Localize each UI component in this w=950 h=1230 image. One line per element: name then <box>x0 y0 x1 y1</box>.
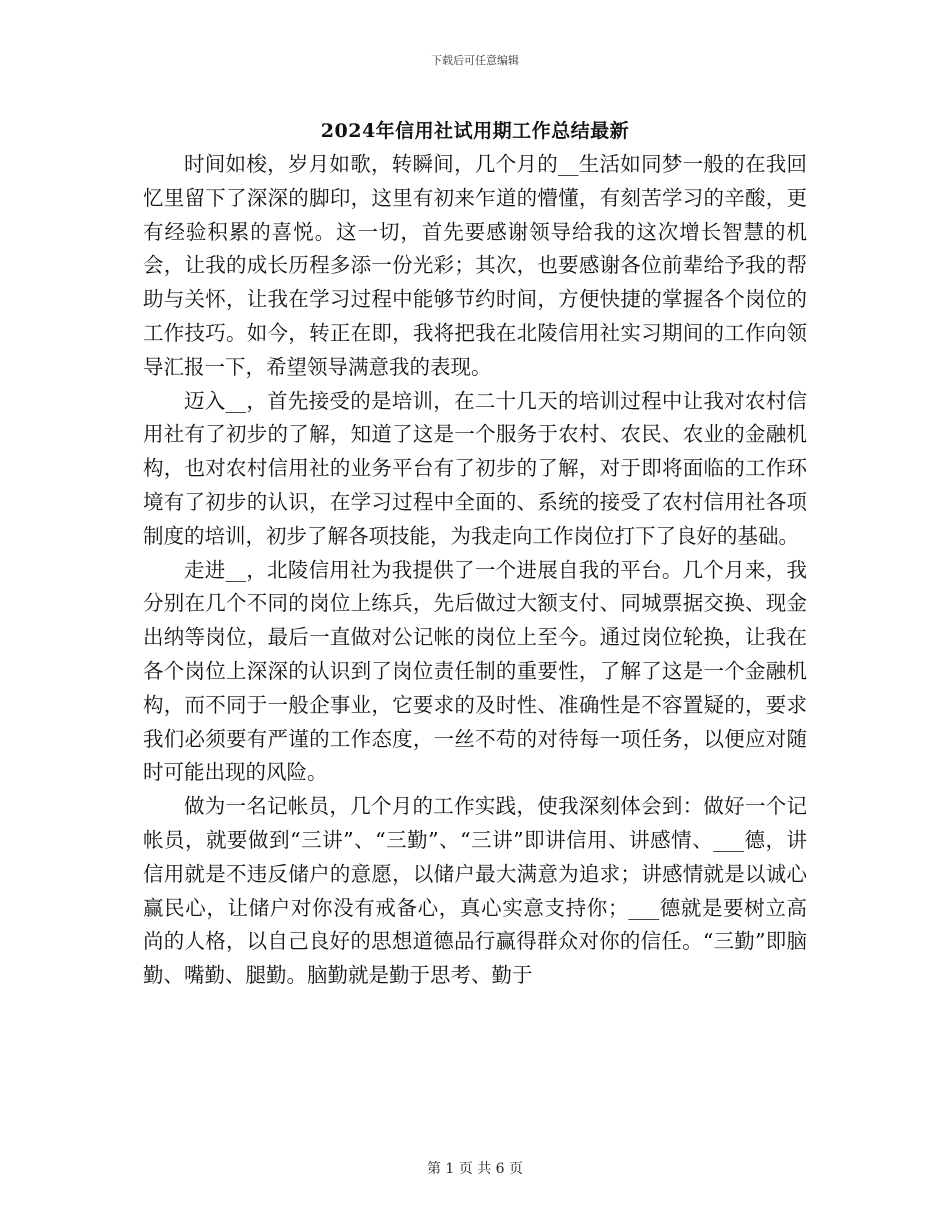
document-title: 2024年信用社试用期工作总结最新 <box>320 120 630 142</box>
paragraph-3: 走进__，北陵信用社为我提供了一个进展自我的平台。几个月来，我分别在几个不同的岗位上练兵，先后做过大额支付、同城票据交换、现金出纳等岗位，最后一直做对公记帐的岗位上至今。通过岗位轮换，让我在各个岗位上深深的认识到了岗位责任制的重要性，了解了这是一个金融机构，而不同于一般企事业，它要求的及时性、准确性是不容置疑的，要求我们必须要有严谨的工作态度，一丝不苟的对待每一项任务，以便应对随时可能出现的风险。 <box>143 557 807 785</box>
paragraph-2: 迈入__，首先接受的是培训，在二十几天的培训过程中让我对农村信用社有了初步的了解，知道了这是一个服务于农村、农民、农业的金融机构，也对农村信用社的业务平台有了初步的了解，对于即将面临的工作环境有了初步的认识，在学习过程中全面的、系统的接受了农村信用社各项制度的培训，初步了解各项技能，为我走向工作岗位打下了良好的基础。 <box>143 388 807 548</box>
page-header-note: 下载后可任意编辑 <box>431 54 519 67</box>
paragraph-4: 做为一名记帐员，几个月的工作实践，使我深刻体会到：做好一个记帐员，就要做到“三讲”、“三勤”、“三讲”即讲信用、讲感情、___德，讲信用就是不违反储户的意愿，以储户最大满意为追求；讲感情就是以诚心赢民心，让储户对你没有戒备心，真心实意支持你；___德就是要树立高尚的人格，以自己良好的思想道德品行赢得群众对你的信任。“三勤”即脑勤、嘴勤、腿勤。脑勤就是勤于思考、勤于 <box>143 794 807 988</box>
document-body <box>143 148 807 993</box>
page-number-footer: 第 1 页 共 6 页 <box>426 1161 524 1177</box>
paragraph-1: 时间如梭，岁月如歌，转瞬间，几个月的__生活如同梦一般的在我回忆里留下了深深的脚印，这里有初来乍道的懵懂，有刻苦学习的辛酸，更有经验积累的喜悦。这一切，首先要感谢领导给我的这次增长智慧的机会，让我的成长历程多添一份光彩；其次，也要感谢各位前辈给予我的帮助与关怀，让我在学习过程中能够节约时间，方便快捷的掌握各个岗位的工作技巧。如今，转正在即，我将把我在北陵信用社实习期间的工作向领导汇报一下，希望领导满意我的表现。 <box>143 152 807 379</box>
